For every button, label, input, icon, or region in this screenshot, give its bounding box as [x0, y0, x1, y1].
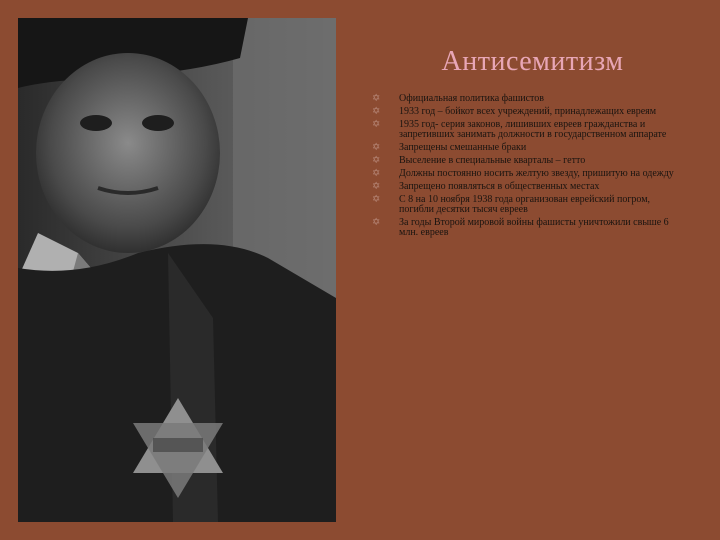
list-item	[372, 182, 677, 192]
list-item	[372, 94, 677, 104]
star-bullet-icon: ✡	[372, 142, 381, 153]
list-item	[372, 143, 677, 153]
bullet-text: Официальная политика фашистов	[399, 93, 545, 104]
list-item	[372, 156, 677, 166]
star-bullet-icon: ✡	[372, 119, 381, 130]
bullet-text: С 8 на 10 ноября 1938 года организован еврейский погром, погибли десятки тысяч евреев	[399, 194, 651, 215]
slide-title: Антисемитизм	[441, 46, 624, 77]
star-bullet-icon: ✡	[372, 168, 381, 179]
star-bullet-icon: ✡	[372, 106, 381, 117]
list-item	[372, 169, 677, 179]
star-bullet-icon: ✡	[372, 93, 381, 104]
list-item	[372, 107, 677, 117]
star-bullet-icon: ✡	[372, 181, 381, 192]
list-item	[372, 195, 677, 215]
star-bullet-icon: ✡	[372, 194, 381, 205]
bullet-text: Выселение в специальные кварталы – гетто	[399, 155, 586, 166]
list-item	[372, 120, 677, 140]
bullet-text: 1935 год- серия законов, лишивших евреев гражданства и запретивших занимать должности в государственном аппарате	[399, 119, 667, 140]
bullet-text: Должны постоянно носить желтую звезду, пришитую на одежду	[399, 168, 674, 179]
bullet-text: Запрещено появляться в общественных местах	[399, 181, 600, 192]
star-bullet-icon: ✡	[372, 155, 381, 166]
bullet-text: 1933 год – бойкот всех учреждений, принадлежащих евреям	[399, 106, 657, 117]
star-bullet-icon: ✡	[372, 217, 381, 228]
historical-photo-boy-with-star	[18, 18, 336, 522]
bullet-text: Запрещены смешанные браки	[399, 142, 527, 153]
list-item	[372, 218, 677, 238]
bullet-text: За годы Второй мировой войны фашисты уничтожили свыше 6 млн. евреев	[399, 217, 669, 238]
bullet-list	[372, 94, 677, 241]
